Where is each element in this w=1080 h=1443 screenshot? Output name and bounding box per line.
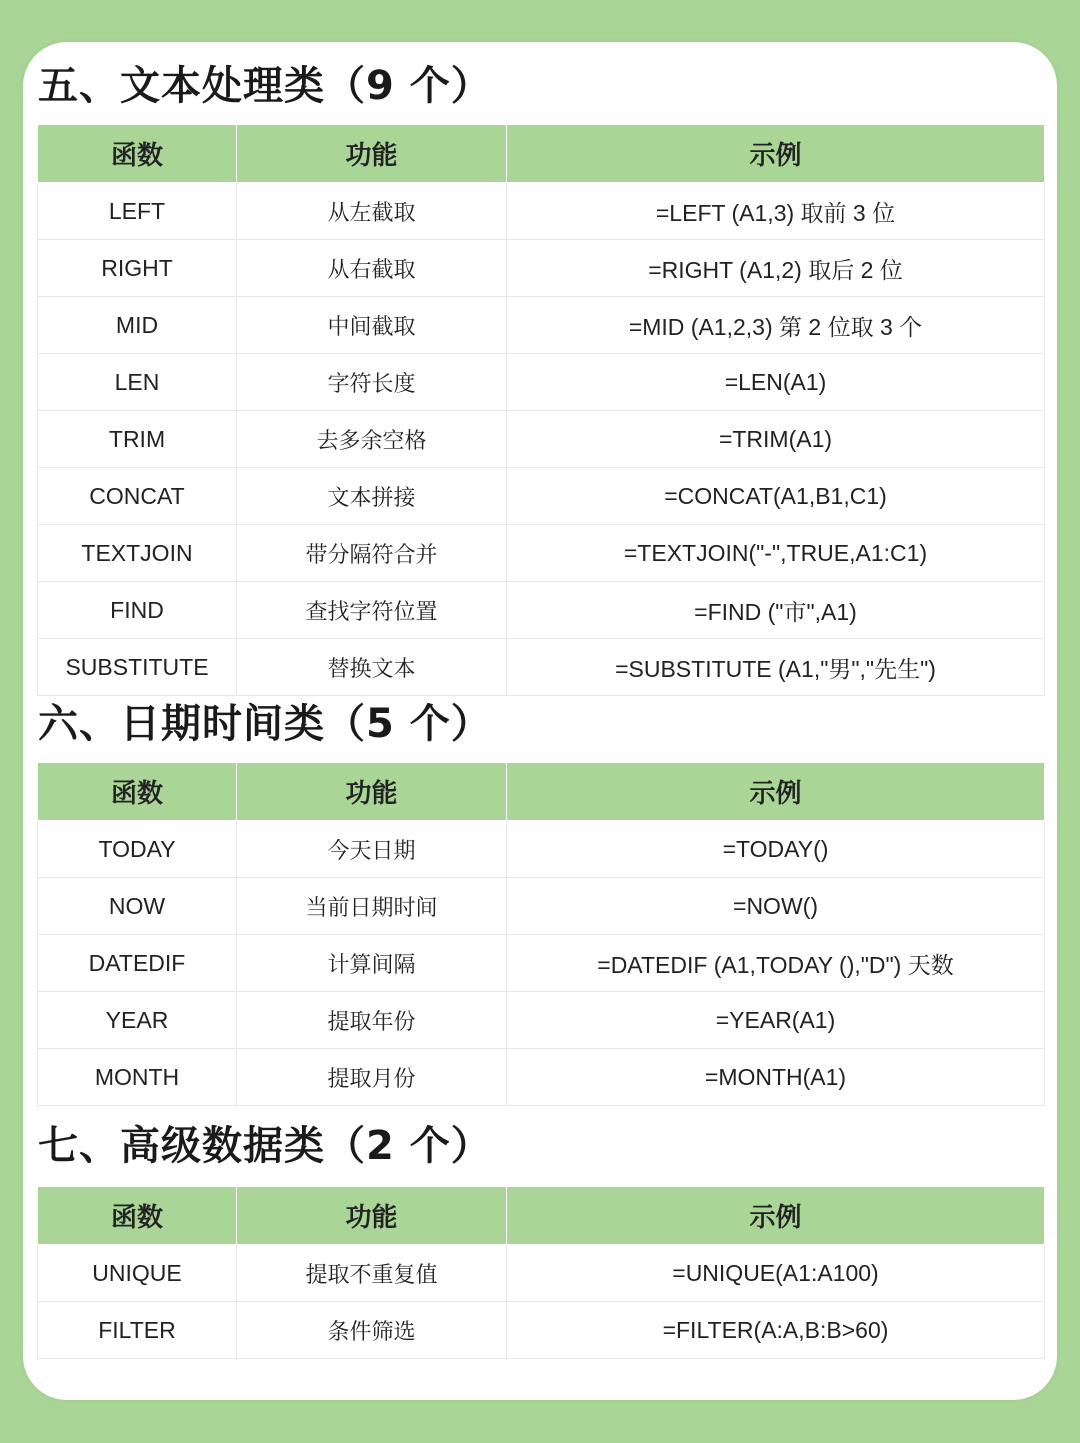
table-row <box>38 411 1045 468</box>
table-row <box>38 468 1045 525</box>
function-example: =FIND ("市",A1) <box>507 582 1045 639</box>
function-feature: 文本拼接 <box>237 468 507 525</box>
function-name: UNIQUE <box>38 1245 237 1302</box>
function-feature: 从左截取 <box>237 183 507 240</box>
function-feature: 提取不重复值 <box>237 1245 507 1302</box>
table-header-row <box>38 763 1045 821</box>
function-name: DATEDIF <box>38 935 237 992</box>
function-name: LEFT <box>38 183 237 240</box>
function-name: CONCAT <box>38 468 237 525</box>
function-example: =MID (A1,2,3) 第 2 位取 3 个 <box>507 297 1045 354</box>
function-name: YEAR <box>38 992 237 1049</box>
table-row <box>38 1302 1045 1359</box>
function-example: =SUBSTITUTE (A1,"男","先生") <box>507 639 1045 696</box>
advanced-functions-table <box>37 1186 1045 1359</box>
function-name: TODAY <box>38 821 237 878</box>
function-name: SUBSTITUTE <box>38 639 237 696</box>
function-name: FILTER <box>38 1302 237 1359</box>
function-example: =TODAY() <box>507 821 1045 878</box>
function-feature: 查找字符位置 <box>237 582 507 639</box>
table-row <box>38 240 1045 297</box>
table-row <box>38 1245 1045 1302</box>
function-example: =DATEDIF (A1,TODAY (),"D") 天数 <box>507 935 1045 992</box>
function-feature: 条件筛选 <box>237 1302 507 1359</box>
table-header-row <box>38 1187 1045 1245</box>
section-title-advanced: 七、高级数据类（2 个） <box>38 1123 492 1169</box>
function-feature: 去多余空格 <box>237 411 507 468</box>
function-name: LEN <box>38 354 237 411</box>
table-row <box>38 821 1045 878</box>
table-row <box>38 992 1045 1049</box>
table-row <box>38 525 1045 582</box>
header-function: 函数 <box>38 1187 237 1245</box>
header-feature: 功能 <box>237 763 507 821</box>
function-feature: 中间截取 <box>237 297 507 354</box>
header-function: 函数 <box>38 125 237 183</box>
table-row <box>38 354 1045 411</box>
function-example: =NOW() <box>507 878 1045 935</box>
datetime-functions-table <box>37 762 1045 1106</box>
header-example: 示例 <box>507 763 1045 821</box>
function-example: =TEXTJOIN("-",TRUE,A1:C1) <box>507 525 1045 582</box>
function-feature: 提取月份 <box>237 1049 507 1106</box>
table-row <box>38 1049 1045 1106</box>
function-example: =TRIM(A1) <box>507 411 1045 468</box>
header-function: 函数 <box>38 763 237 821</box>
function-name: MONTH <box>38 1049 237 1106</box>
function-example: =CONCAT(A1,B1,C1) <box>507 468 1045 525</box>
table-row <box>38 183 1045 240</box>
function-name: NOW <box>38 878 237 935</box>
function-example: =RIGHT (A1,2) 取后 2 位 <box>507 240 1045 297</box>
header-feature: 功能 <box>237 1187 507 1245</box>
function-name: RIGHT <box>38 240 237 297</box>
function-name: TEXTJOIN <box>38 525 237 582</box>
function-feature: 从右截取 <box>237 240 507 297</box>
function-feature: 提取年份 <box>237 992 507 1049</box>
function-name: MID <box>38 297 237 354</box>
header-feature: 功能 <box>237 125 507 183</box>
function-example: =YEAR(A1) <box>507 992 1045 1049</box>
function-example: =MONTH(A1) <box>507 1049 1045 1106</box>
function-example: =LEFT (A1,3) 取前 3 位 <box>507 183 1045 240</box>
header-example: 示例 <box>507 125 1045 183</box>
table-header-row <box>38 125 1045 183</box>
function-feature: 带分隔符合并 <box>237 525 507 582</box>
section-title-text: 五、文本处理类（9 个） <box>38 63 492 109</box>
table-row <box>38 297 1045 354</box>
function-name: FIND <box>38 582 237 639</box>
function-example: =UNIQUE(A1:A100) <box>507 1245 1045 1302</box>
function-feature: 当前日期时间 <box>237 878 507 935</box>
function-example: =FILTER(A:A,B:B>60) <box>507 1302 1045 1359</box>
function-feature: 替换文本 <box>237 639 507 696</box>
table-row <box>38 935 1045 992</box>
table-row <box>38 639 1045 696</box>
text-functions-table <box>37 124 1045 696</box>
function-feature: 今天日期 <box>237 821 507 878</box>
table-row <box>38 878 1045 935</box>
function-feature: 计算间隔 <box>237 935 507 992</box>
function-name: TRIM <box>38 411 237 468</box>
function-example: =LEN(A1) <box>507 354 1045 411</box>
function-feature: 字符长度 <box>237 354 507 411</box>
table-row <box>38 582 1045 639</box>
header-example: 示例 <box>507 1187 1045 1245</box>
section-title-datetime: 六、日期时间类（5 个） <box>38 701 492 747</box>
